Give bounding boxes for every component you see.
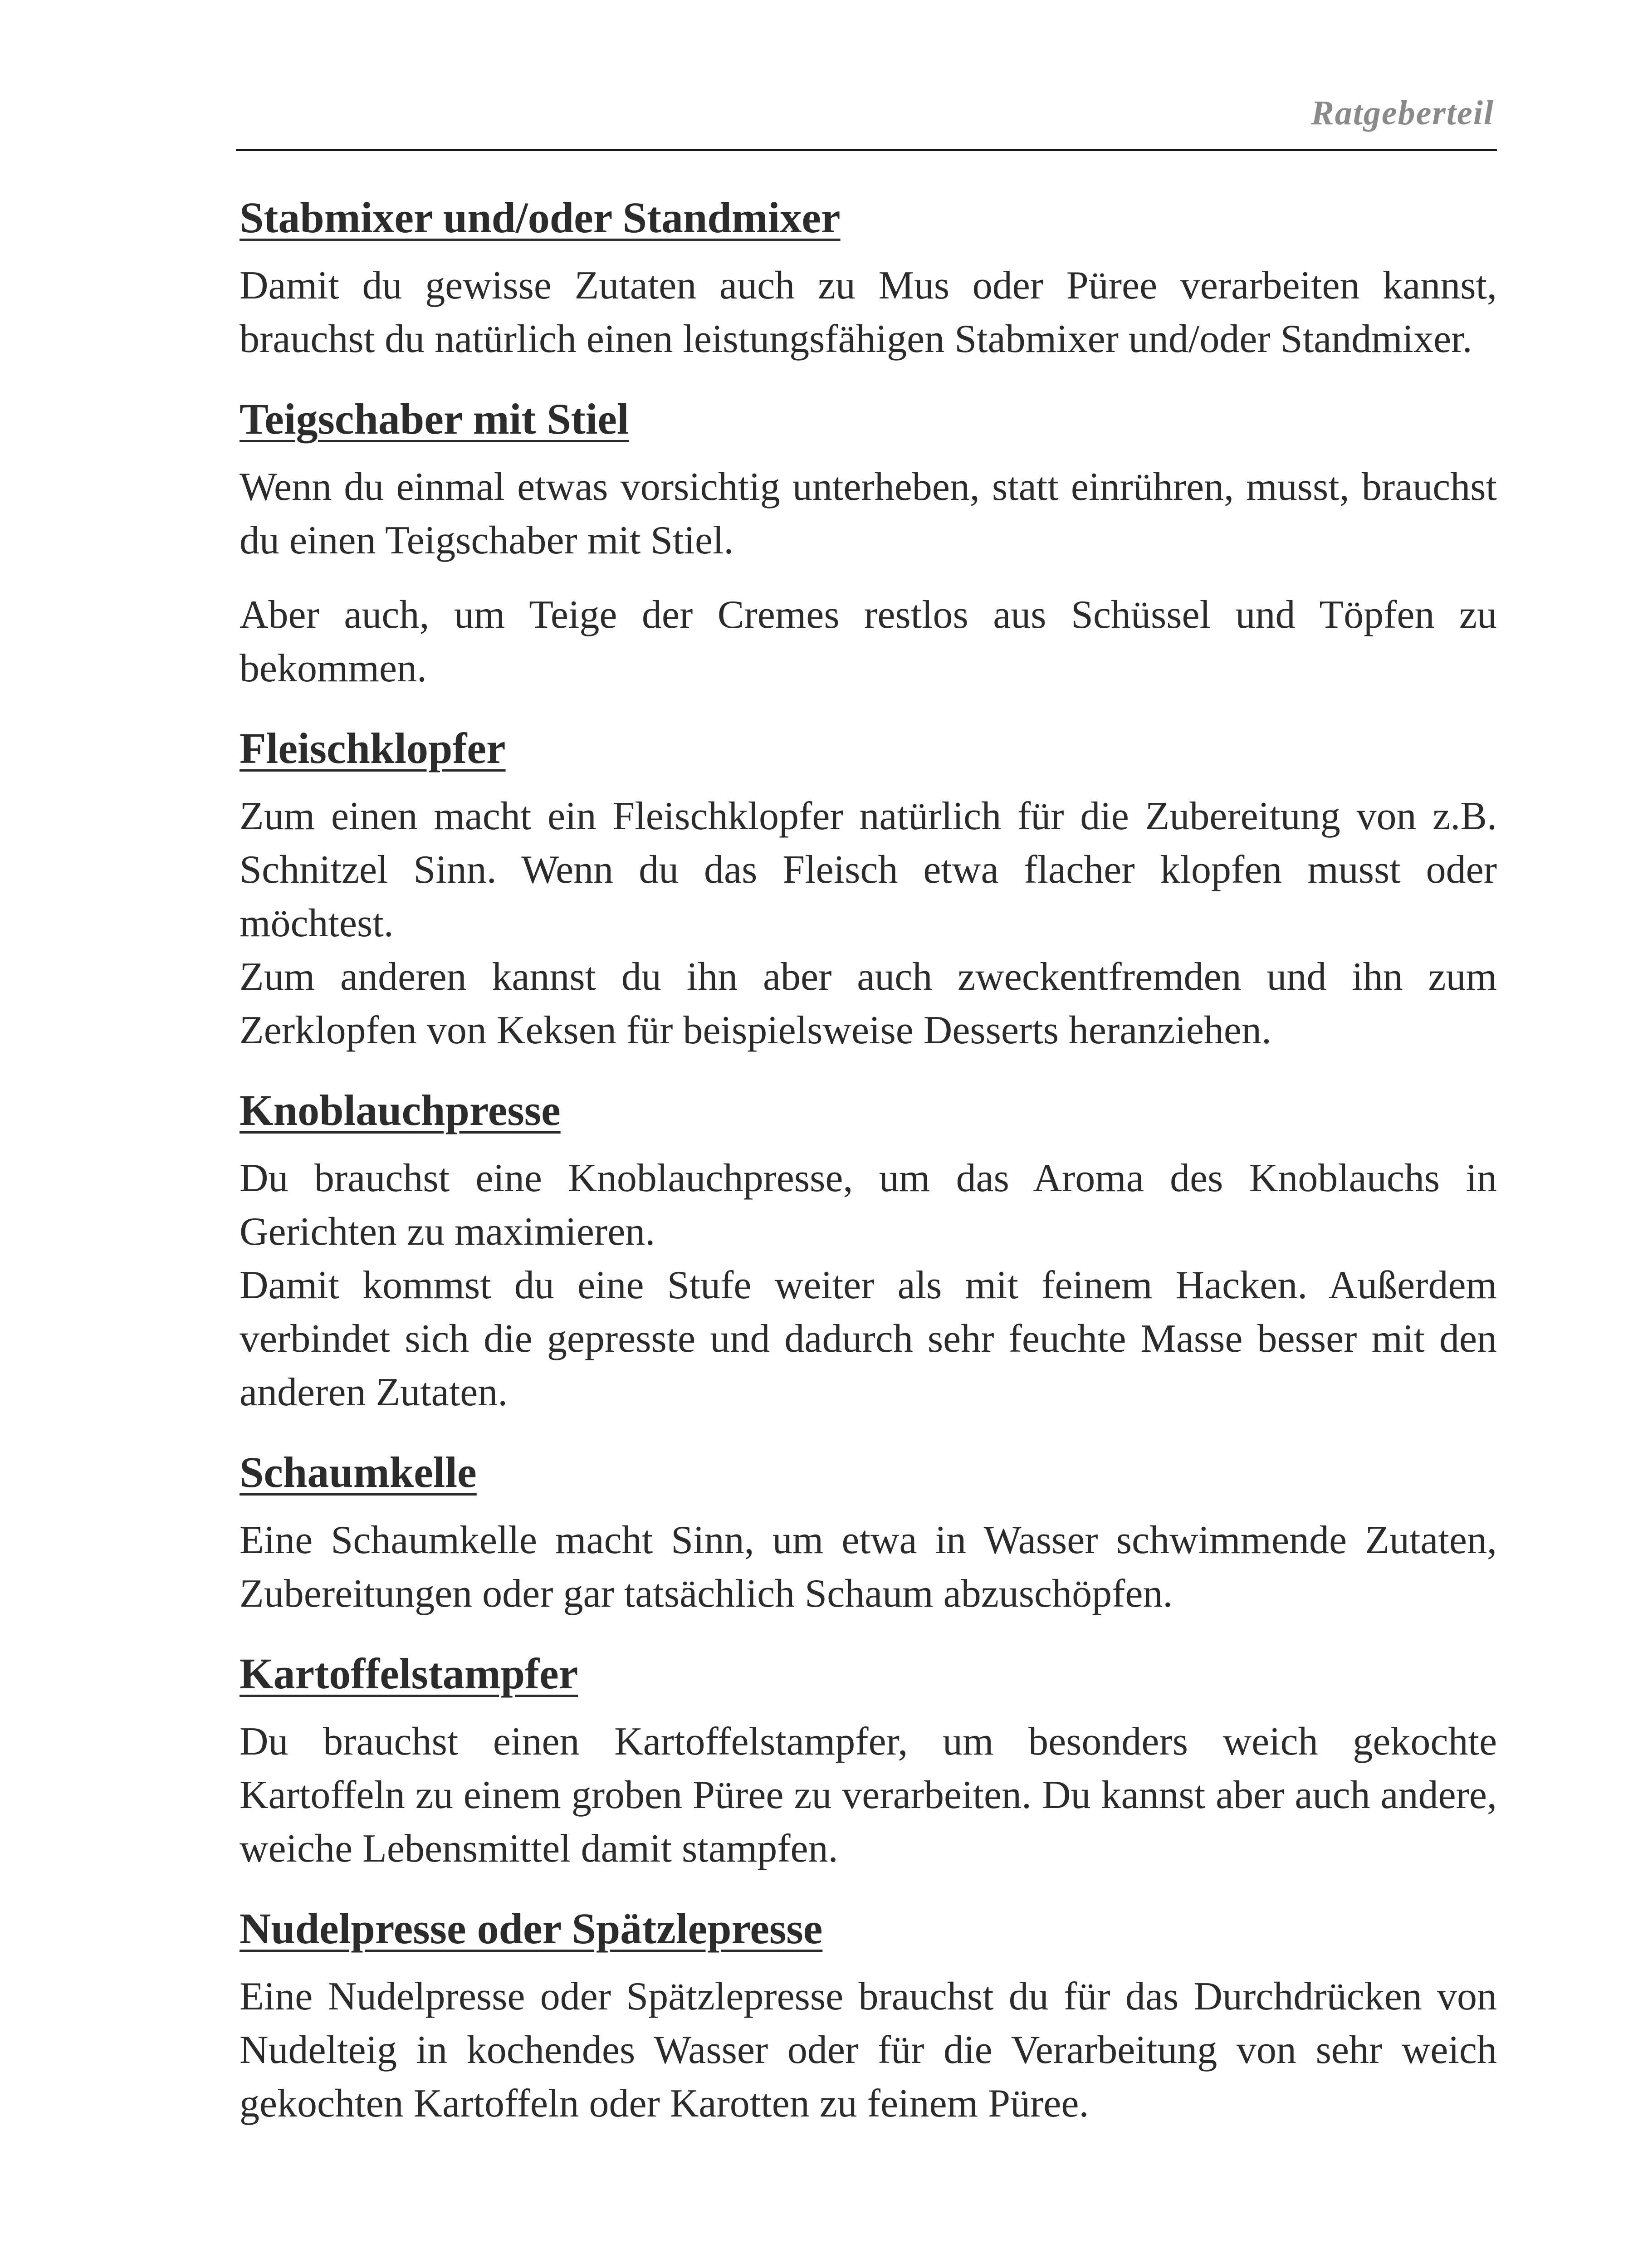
page-header [236, 91, 1497, 151]
section-knoblauchpresse [240, 1085, 1497, 1419]
paragraph: Damit du gewisse Zutaten auch zu Mus oder Püree verarbeiten kannst, brauchst du natürlich einen leistungsfähigen Stabmixer und/oder Standmixer. [240, 264, 1497, 361]
paragraph: Damit kommst du eine Stufe weiter als mit feinem Hacken. Außerdem verbindet sich die gepresste und dadurch sehr feuchte Masse besser mit den anderen Zutaten. [240, 1263, 1497, 1414]
section-heading: Schaumkelle [240, 1448, 477, 1496]
paragraph: Eine Nudelpresse oder Spätzlepresse brauchst du für das Durchdrücken von Nudelteig in kochendes Wasser oder für die Verarbeitung von sehr weich gekochten Kartoffeln oder Karotten zu feinem Püree. [240, 1975, 1497, 2126]
paragraph: Aber auch, um Teige der Cremes restlos aus Schüssel und Töpfen zu bekommen. [240, 593, 1497, 690]
section-heading: Fleischklopfer [240, 724, 506, 772]
section-heading: Teigschaber mit Stiel [240, 395, 629, 443]
section-nudelpresse [240, 1904, 1497, 2131]
section-fleischklopfer [240, 723, 1497, 1057]
paragraph: Eine Schaumkelle macht Sinn, um etwa in Wasser schwimmende Zutaten, Zubereitungen oder gar tatsächlich Schaum abzuschöpfen. [240, 1518, 1497, 1616]
paragraph: Du brauchst eine Knoblauchpresse, um das Aroma des Knoblauchs in Gerichten zu maximieren. [240, 1156, 1497, 1254]
section-teigschaber [240, 394, 1497, 695]
section-schaumkelle [240, 1447, 1497, 1621]
running-title: Ratgeberteil [1311, 94, 1494, 132]
paragraph: Du brauchst einen Kartoffelstampfer, um besonders weich gekochte Kartoffeln zu einem groben Püree zu verarbeiten. Du kannst aber auch andere, weiche Lebensmittel damit stampfen. [240, 1720, 1497, 1871]
section-heading: Stabmixer und/oder Standmixer [240, 193, 841, 242]
section-heading: Knoblauchpresse [240, 1086, 561, 1134]
page-content [240, 193, 1497, 2131]
section-kartoffelstampfer [240, 1649, 1497, 1876]
paragraph: Wenn du einmal etwas vorsichtig unterheben, statt einrühren, musst, brauchst du einen Teigschaber mit Stiel. [240, 465, 1497, 562]
section-heading: Kartoffelstampfer [240, 1649, 578, 1698]
section-heading: Nudelpresse oder Spätzlepresse [240, 1904, 823, 1953]
paragraph: Zum anderen kannst du ihn aber auch zweckentfremden und ihn zum Zerklopfen von Keksen für beispielsweise Desserts heranziehen. [240, 955, 1497, 1052]
section-stabmixer [240, 193, 1497, 366]
paragraph: Zum einen macht ein Fleischklopfer natürlich für die Zubereitung von z.B. Schnitzel Sinn. Wenn du das Fleisch etwa flacher klopfen musst oder möchtest. [240, 794, 1497, 945]
